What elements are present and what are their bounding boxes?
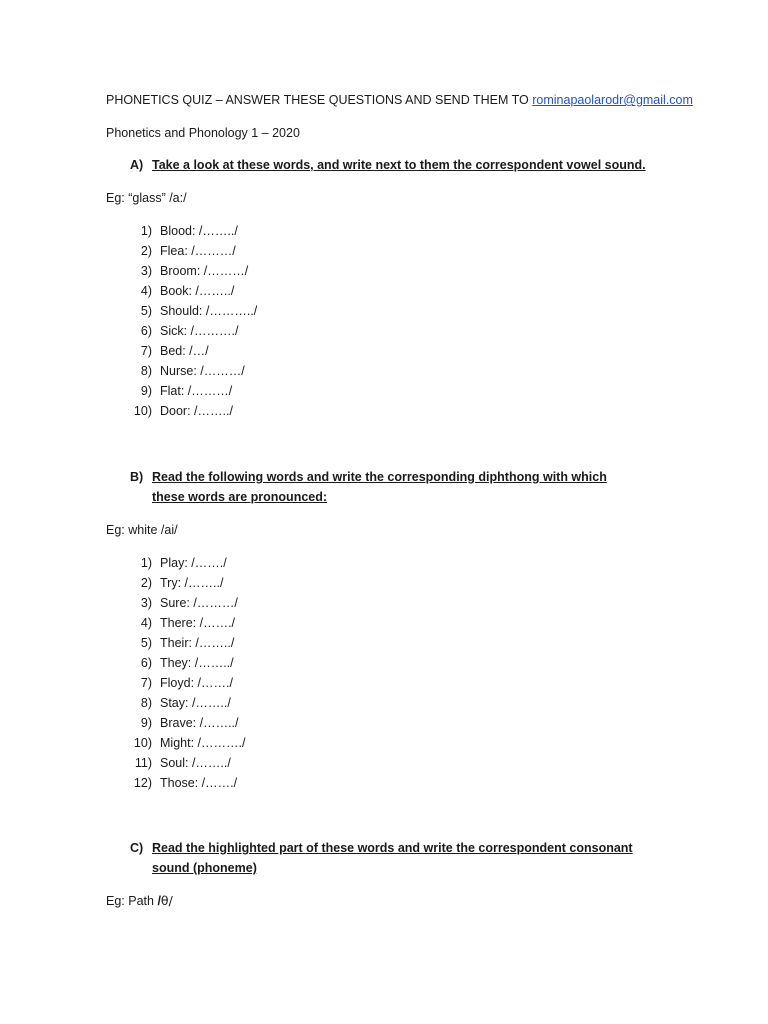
item-number: 4) xyxy=(140,284,152,298)
item-number: 11) xyxy=(134,756,152,770)
item-text: They: /……../ xyxy=(160,656,234,670)
list-item xyxy=(128,633,245,653)
item-number: 10) xyxy=(133,404,152,418)
item-number: 12) xyxy=(133,776,152,790)
section-b-letter: B) xyxy=(130,470,144,484)
item-number: 1) xyxy=(140,224,152,238)
item-number: 5) xyxy=(140,304,152,318)
quiz-header xyxy=(106,90,693,110)
item-text: Nurse: /………/ xyxy=(160,364,245,378)
section-a-title: Take a look at these words, and write next to them the correspondent vowel sound. xyxy=(152,158,646,172)
list-item xyxy=(128,553,245,573)
item-text: Flat: /………/ xyxy=(160,384,233,398)
email-link[interactable]: rominapaolarodr@gmail.com xyxy=(532,93,693,107)
list-item xyxy=(128,341,257,361)
item-text: Should: /………../ xyxy=(160,304,258,318)
list-item xyxy=(128,241,257,261)
item-number: 8) xyxy=(140,364,152,378)
section-b-example: Eg: white /ai/ xyxy=(106,523,178,537)
section-c-example-symbol: θ/ xyxy=(160,893,173,908)
list-item xyxy=(128,401,257,421)
item-number: 3) xyxy=(140,264,152,278)
item-number: 10) xyxy=(133,736,152,750)
item-text: There: /……./ xyxy=(160,616,236,630)
item-text: Play: /……./ xyxy=(160,556,227,570)
item-text: Bed: /…/ xyxy=(160,344,209,358)
section-c-example-prefix: Eg: Path xyxy=(106,894,158,908)
list-item xyxy=(128,673,245,693)
course-subtitle: Phonetics and Phonology 1 – 2020 xyxy=(106,126,300,140)
section-b-title: Read the following words and write the corresponding diphthong with which these words are pronounced: xyxy=(152,470,607,504)
list-item xyxy=(128,613,245,633)
list-item xyxy=(128,281,257,301)
section-a-example: Eg: “glass” /a:/ xyxy=(106,191,187,205)
item-text: Door: /……../ xyxy=(160,404,233,418)
item-number: 6) xyxy=(140,656,152,670)
list-item xyxy=(128,733,245,753)
section-c-example xyxy=(106,891,173,911)
item-number: 2) xyxy=(140,576,152,590)
list-item xyxy=(128,361,257,381)
item-text: Book: /……../ xyxy=(160,284,235,298)
item-text: Flea: /………/ xyxy=(160,244,236,258)
item-text: Floyd: /……./ xyxy=(160,676,233,690)
list-item xyxy=(128,773,245,793)
item-number: 2) xyxy=(140,244,152,258)
list-item xyxy=(128,653,245,673)
item-text: Soul: /……../ xyxy=(160,756,231,770)
list-item xyxy=(128,261,257,281)
list-item xyxy=(128,693,245,713)
section-b-list xyxy=(128,553,245,793)
item-text: Brave: /……../ xyxy=(160,716,239,730)
section-c-title: Read the highlighted part of these words and write the correspondent consonant sound (phoneme) xyxy=(152,841,633,875)
item-text: Stay: /……../ xyxy=(160,696,231,710)
item-text: Might: /………./ xyxy=(160,736,246,750)
list-item xyxy=(128,321,257,341)
item-number: 8) xyxy=(140,696,152,710)
header-text: PHONETICS QUIZ – ANSWER THESE QUESTIONS AND SEND THEM TO xyxy=(106,93,533,107)
item-number: 7) xyxy=(140,344,152,358)
item-number: 9) xyxy=(140,384,152,398)
list-item xyxy=(128,593,245,613)
item-number: 5) xyxy=(140,636,152,650)
item-number: 3) xyxy=(140,596,152,610)
list-item xyxy=(128,381,257,401)
item-text: Blood: /……../ xyxy=(160,224,238,238)
item-number: 4) xyxy=(140,616,152,630)
item-text: Those: /……./ xyxy=(160,776,238,790)
item-text: Broom: /………/ xyxy=(160,264,249,278)
item-text: Try: /……../ xyxy=(160,576,224,590)
list-item xyxy=(128,301,257,321)
item-text: Sick: /………./ xyxy=(160,324,239,338)
list-item xyxy=(128,221,257,241)
section-a-list xyxy=(128,221,257,421)
list-item xyxy=(128,753,245,773)
item-number: 1) xyxy=(140,556,152,570)
list-item xyxy=(128,573,245,593)
item-number: 7) xyxy=(140,676,152,690)
item-number: 9) xyxy=(140,716,152,730)
item-number: 6) xyxy=(140,324,152,338)
section-a-letter: A) xyxy=(130,158,144,172)
list-item xyxy=(128,713,245,733)
section-c-letter: C) xyxy=(130,841,144,855)
section-c-example-slash: / xyxy=(157,894,161,908)
item-text: Sure: /………/ xyxy=(160,596,238,610)
item-text: Their: /……../ xyxy=(160,636,235,650)
